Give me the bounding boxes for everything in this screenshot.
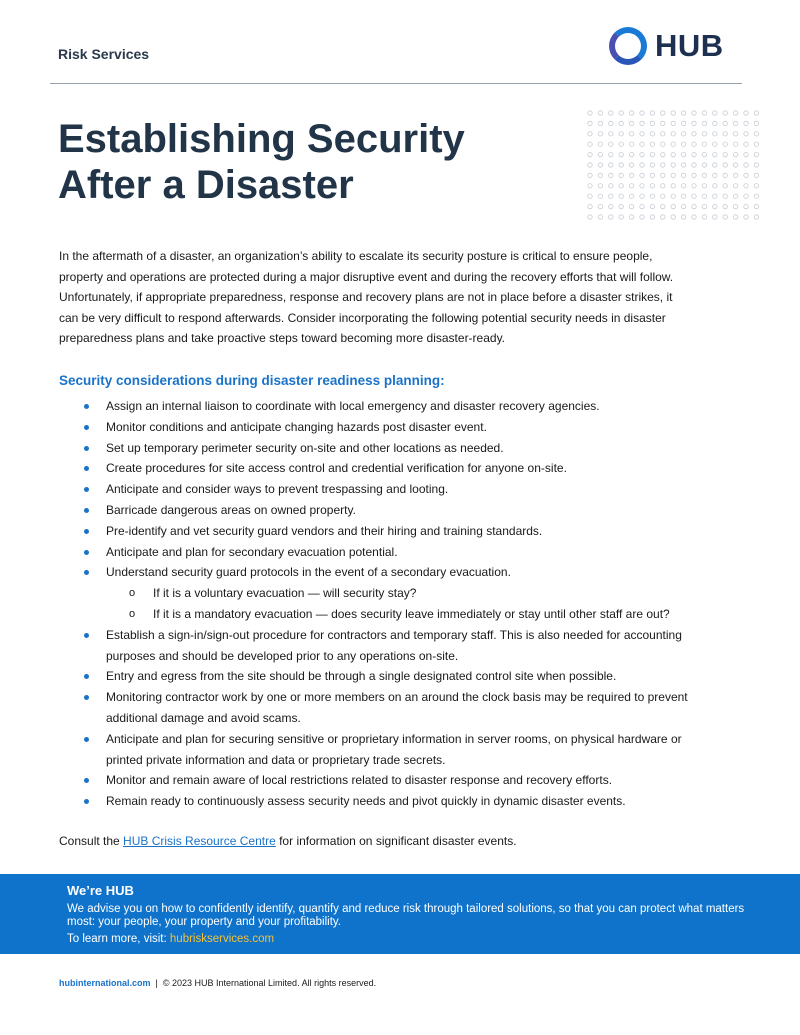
grid-dot	[702, 111, 706, 115]
grid-dot	[629, 132, 633, 136]
grid-dot	[681, 132, 685, 136]
grid-dot	[609, 194, 613, 198]
grid-dot	[723, 132, 727, 136]
grid-dot	[588, 184, 592, 188]
grid-dot	[619, 184, 623, 188]
grid-dot	[650, 111, 654, 115]
grid-dot	[619, 121, 623, 125]
grid-dot	[629, 163, 633, 167]
grid-dot	[733, 163, 737, 167]
grid-dot	[702, 184, 706, 188]
grid-dot	[692, 173, 696, 177]
grid-dot	[640, 194, 644, 198]
grid-dot	[754, 142, 758, 146]
grid-dot	[692, 215, 696, 219]
grid-dot	[723, 142, 727, 146]
grid-dot	[629, 194, 633, 198]
list-item-text: Understand security guard protocols in the event of a secondary evacuation.	[106, 565, 511, 580]
hubriskservices-link[interactable]: hubriskservices.com	[169, 933, 275, 945]
grid-dot	[692, 163, 696, 167]
grid-dot	[671, 163, 675, 167]
grid-dot	[619, 173, 623, 177]
grid-dot	[588, 111, 592, 115]
grid-dot	[723, 121, 727, 125]
grid-dot	[681, 184, 685, 188]
grid-dot	[744, 194, 748, 198]
grid-dot	[744, 204, 748, 208]
grid-dot	[661, 215, 665, 219]
considerations-list	[78, 396, 698, 812]
grid-dot	[671, 215, 675, 219]
grid-dot	[661, 184, 665, 188]
grid-dot	[713, 132, 717, 136]
grid-dot	[640, 132, 644, 136]
grid-dot	[702, 121, 706, 125]
grid-dot	[629, 215, 633, 219]
consult-prefix: Consult the	[59, 834, 124, 848]
grid-dot	[723, 184, 727, 188]
grid-dot	[713, 215, 717, 219]
grid-dot	[671, 142, 675, 146]
grid-dot	[661, 163, 665, 167]
grid-dot	[640, 142, 644, 146]
grid-dot	[681, 204, 685, 208]
header-label: Risk Services	[58, 46, 150, 62]
grid-dot	[702, 152, 706, 156]
list-item	[78, 562, 698, 624]
grid-dot	[723, 204, 727, 208]
grid-dot	[744, 132, 748, 136]
grid-dot	[619, 163, 623, 167]
grid-dot	[650, 152, 654, 156]
grid-dot	[754, 173, 758, 177]
grid-dot	[692, 204, 696, 208]
grid-dot	[733, 132, 737, 136]
grid-dot	[713, 111, 717, 115]
grid-dot	[702, 204, 706, 208]
grid-dot	[723, 152, 727, 156]
grid-dot	[629, 173, 633, 177]
grid-dot	[671, 111, 675, 115]
grid-dot	[598, 194, 602, 198]
sub-list-item: o If it is a mandatory evacuation — does security leave immediately or stay until other staff are out?	[106, 604, 698, 625]
grid-dot	[702, 215, 706, 219]
grid-dot	[702, 163, 706, 167]
grid-dot	[598, 132, 602, 136]
grid-dot	[681, 194, 685, 198]
grid-dot	[619, 132, 623, 136]
grid-dot	[629, 121, 633, 125]
grid-dot	[733, 173, 737, 177]
list-item: Anticipate and consider ways to prevent trespassing and looting.	[78, 479, 698, 500]
grid-dot	[609, 173, 613, 177]
grid-dot	[744, 111, 748, 115]
grid-dot	[619, 215, 623, 219]
grid-dot	[629, 204, 633, 208]
grid-dot	[609, 184, 613, 188]
page-footer	[59, 978, 376, 988]
list-item: Entry and egress from the site should be through a single designated control site when possible.	[78, 666, 698, 687]
grid-dot	[754, 121, 758, 125]
grid-dot	[640, 184, 644, 188]
grid-dot	[744, 215, 748, 219]
grid-dot	[609, 204, 613, 208]
grid-dot	[692, 121, 696, 125]
grid-dot	[702, 132, 706, 136]
grid-dot	[629, 152, 633, 156]
banner-text: We advise you on how to confidently identify, quantify and reduce risk through tailored solutions, so that you can protect what matters most: your people, your property and your profitability.	[67, 903, 745, 928]
grid-dot	[609, 111, 613, 115]
evacuation-sub-list	[106, 583, 698, 625]
list-item: Set up temporary perimeter security on-site and other locations as needed.	[78, 438, 698, 459]
grid-dot	[702, 173, 706, 177]
grid-dot	[733, 204, 737, 208]
list-item: Remain ready to continuously assess security needs and pivot quickly in dynamic disaster events.	[78, 791, 698, 812]
grid-dot	[650, 121, 654, 125]
grid-dot	[723, 173, 727, 177]
grid-dot	[640, 173, 644, 177]
grid-dot	[588, 194, 592, 198]
grid-dot	[598, 121, 602, 125]
grid-dot	[640, 215, 644, 219]
grid-dot	[681, 142, 685, 146]
grid-dot	[650, 184, 654, 188]
grid-dot	[713, 121, 717, 125]
grid-dot	[588, 204, 592, 208]
consult-line	[59, 834, 517, 848]
grid-dot	[619, 142, 623, 146]
grid-dot	[650, 173, 654, 177]
grid-dot	[629, 142, 633, 146]
footer-copyright: © 2023 HUB International Limited. All rights reserved.	[162, 978, 377, 988]
grid-dot	[619, 111, 623, 115]
grid-dot	[650, 215, 654, 219]
grid-dot	[733, 194, 737, 198]
grid-dot	[713, 194, 717, 198]
grid-dot	[754, 184, 758, 188]
grid-dot	[671, 194, 675, 198]
grid-dot	[609, 132, 613, 136]
list-item: Barricade dangerous areas on owned property.	[78, 500, 698, 521]
grid-dot	[661, 111, 665, 115]
grid-dot	[661, 152, 665, 156]
grid-dot	[661, 173, 665, 177]
grid-dot	[733, 121, 737, 125]
list-item: Pre-identify and vet security guard vendors and their hiring and training standards.	[78, 521, 698, 542]
header-rule	[50, 83, 742, 84]
footer-site-link[interactable]: hubinternational.com	[59, 978, 151, 988]
grid-dot	[598, 163, 602, 167]
list-item: Anticipate and plan for secondary evacuation potential.	[78, 542, 698, 563]
grid-dot	[598, 111, 602, 115]
grid-dot	[661, 142, 665, 146]
grid-dot	[733, 111, 737, 115]
grid-dot	[661, 194, 665, 198]
grid-dot	[692, 132, 696, 136]
grid-dot	[692, 152, 696, 156]
grid-dot	[733, 142, 737, 146]
grid-dot	[619, 152, 623, 156]
crisis-resource-centre-link[interactable]: HUB Crisis Resource Centre	[123, 834, 276, 848]
grid-dot	[744, 121, 748, 125]
grid-dot	[609, 121, 613, 125]
grid-dot	[713, 152, 717, 156]
grid-dot	[733, 184, 737, 188]
banner-learn-more	[67, 933, 274, 945]
consult-suffix: for information on significant disaster events.	[275, 834, 517, 848]
grid-dot	[692, 111, 696, 115]
grid-dot	[723, 163, 727, 167]
grid-dot	[609, 142, 613, 146]
grid-dot	[650, 163, 654, 167]
grid-dot	[609, 152, 613, 156]
banner-learn-prefix: To learn more, visit:	[67, 933, 170, 945]
grid-dot	[744, 184, 748, 188]
grid-dot	[744, 142, 748, 146]
grid-dot	[598, 215, 602, 219]
grid-dot	[702, 194, 706, 198]
grid-dot	[609, 215, 613, 219]
grid-dot	[671, 184, 675, 188]
grid-dot	[713, 163, 717, 167]
hub-logo-ring-icon	[609, 27, 647, 65]
grid-dot	[671, 121, 675, 125]
list-item: Monitoring contractor work by one or more members on an around the clock basis may be required to prevent additional damage and avoid scams.	[78, 687, 698, 729]
grid-dot	[713, 204, 717, 208]
grid-dot	[650, 142, 654, 146]
grid-dot	[681, 121, 685, 125]
grid-dot	[640, 121, 644, 125]
page-title-line-2: After a Disaster	[58, 163, 354, 207]
grid-dot	[629, 184, 633, 188]
grid-dot	[692, 194, 696, 198]
grid-dot	[754, 152, 758, 156]
grid-dot	[713, 142, 717, 146]
grid-dot	[598, 173, 602, 177]
grid-dot	[629, 111, 633, 115]
footer-separator: |	[155, 978, 158, 988]
about-hub-banner	[0, 874, 800, 954]
grid-dot	[588, 173, 592, 177]
grid-dot	[754, 111, 758, 115]
grid-dot	[619, 194, 623, 198]
list-item: Create procedures for site access control and credential verification for anyone on-site.	[78, 458, 698, 479]
grid-dot	[754, 215, 758, 219]
grid-dot	[598, 142, 602, 146]
hub-logo	[609, 27, 724, 65]
grid-dot	[681, 152, 685, 156]
grid-dot	[661, 132, 665, 136]
grid-dot	[723, 194, 727, 198]
grid-dot	[661, 204, 665, 208]
grid-dot	[588, 142, 592, 146]
sub-list-item: o If it is a voluntary evacuation — will security stay?	[106, 583, 698, 604]
grid-dot	[619, 204, 623, 208]
page-title-line-1: Establishing Security	[58, 117, 465, 161]
grid-dot	[588, 163, 592, 167]
grid-dot	[744, 163, 748, 167]
grid-dot	[744, 152, 748, 156]
grid-dot	[588, 121, 592, 125]
grid-dot	[733, 215, 737, 219]
grid-dot	[723, 215, 727, 219]
hub-logo-text: HUB	[655, 28, 724, 63]
grid-dot	[588, 152, 592, 156]
grid-dot	[754, 194, 758, 198]
grid-dot	[692, 142, 696, 146]
grid-dot	[640, 163, 644, 167]
grid-dot	[598, 184, 602, 188]
grid-dot	[754, 163, 758, 167]
grid-dot	[713, 173, 717, 177]
grid-dot	[650, 132, 654, 136]
grid-dot	[681, 173, 685, 177]
list-item: Establish a sign-in/sign-out procedure for contractors and temporary staff. This is also needed for accounting purposes and should be developed prior to any operations on-site.	[78, 625, 698, 667]
grid-dot	[671, 173, 675, 177]
grid-dot	[588, 215, 592, 219]
grid-dot	[671, 204, 675, 208]
grid-dot	[754, 204, 758, 208]
grid-dot	[692, 184, 696, 188]
page-title	[58, 116, 465, 208]
list-item: Monitor and remain aware of local restrictions related to disaster response and recovery efforts.	[78, 770, 698, 791]
grid-dot	[598, 204, 602, 208]
list-item: Monitor conditions and anticipate changing hazards post disaster event.	[78, 417, 698, 438]
grid-dot	[640, 152, 644, 156]
grid-dot	[650, 194, 654, 198]
list-item: Assign an internal liaison to coordinate with local emergency and disaster recovery agencies.	[78, 396, 698, 417]
grid-dot	[713, 184, 717, 188]
intro-paragraph: In the aftermath of a disaster, an organization’s ability to escalate its security posture is critical to ensure people, property and operations are protected during a major disruptive event and during the recovery efforts that will follow. Unfortunately, if appropriate preparedness, response and recovery plans are not in place before a disaster strikes, it can be very difficult to respond afterwards. Consider incorporating the following potential security needs in disaster preparedness plans and take proactive steps toward becoming more disaster-ready.	[59, 249, 674, 345]
grid-dot	[671, 152, 675, 156]
decorative-dot-grid	[585, 108, 765, 226]
grid-dot	[702, 142, 706, 146]
list-item: Anticipate and plan for securing sensitive or proprietary information in server rooms, on physical hardware or printed private information and data or proprietary trade secrets.	[78, 729, 698, 771]
grid-dot	[609, 163, 613, 167]
banner-title: We’re HUB	[67, 883, 134, 898]
grid-dot	[744, 173, 748, 177]
grid-dot	[723, 111, 727, 115]
grid-dot	[650, 204, 654, 208]
grid-dot	[754, 132, 758, 136]
grid-dot	[640, 111, 644, 115]
grid-dot	[661, 121, 665, 125]
section-heading: Security considerations during disaster readiness planning:	[59, 373, 445, 388]
grid-dot	[733, 152, 737, 156]
grid-dot	[681, 111, 685, 115]
grid-dot	[681, 163, 685, 167]
grid-dot	[681, 215, 685, 219]
grid-dot	[640, 204, 644, 208]
grid-dot	[588, 132, 592, 136]
grid-dot	[598, 152, 602, 156]
grid-dot	[671, 132, 675, 136]
